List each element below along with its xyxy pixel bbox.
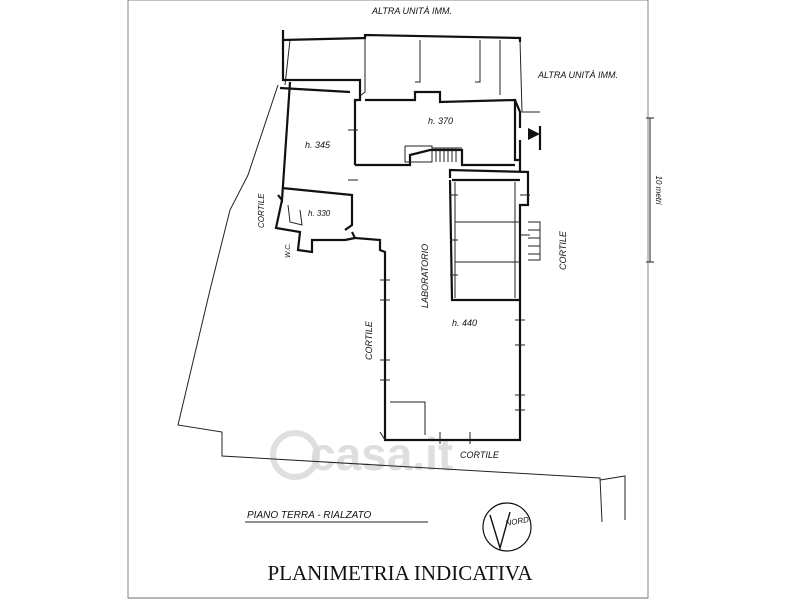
neighbor-boundary-top xyxy=(283,30,520,96)
courtyard-label-left-small: CORTILE xyxy=(257,193,266,228)
window-marks xyxy=(348,130,530,444)
height-label-345: h. 345 xyxy=(305,140,331,150)
height-label-370: h. 370 xyxy=(428,116,454,126)
neighbor-top-label: ALTRA UNITÀ IMM. xyxy=(372,6,453,16)
drawing-frame xyxy=(128,0,648,598)
scale-bar xyxy=(646,118,663,262)
room-label-laboratorio: LABORATORIO xyxy=(420,243,430,308)
watermark-text: casa.it xyxy=(310,428,454,480)
entrance-arrow-icon xyxy=(528,126,540,150)
north-arrow-icon xyxy=(483,503,531,551)
room-label-wc: W.C. xyxy=(285,242,292,258)
north-label: NORD xyxy=(504,515,530,528)
floor-label: PIANO TERRA - RIALZATO xyxy=(247,510,372,521)
courtyard-label-bottom: CORTILE xyxy=(460,450,499,460)
height-label-440: h. 440 xyxy=(452,318,478,328)
main-title: PLANIMETRIA INDICATIVA xyxy=(267,561,533,585)
neighbor-right-label: ALTRA UNITÀ IMM. xyxy=(538,70,619,80)
height-label-330: h. 330 xyxy=(308,209,331,218)
building-walls xyxy=(276,40,528,440)
courtyard-label-right: CORTILE xyxy=(558,231,568,270)
right-stair xyxy=(528,222,540,260)
scale-label: 10 metri xyxy=(654,175,663,205)
courtyard-label-center: CORTILE xyxy=(364,321,374,360)
